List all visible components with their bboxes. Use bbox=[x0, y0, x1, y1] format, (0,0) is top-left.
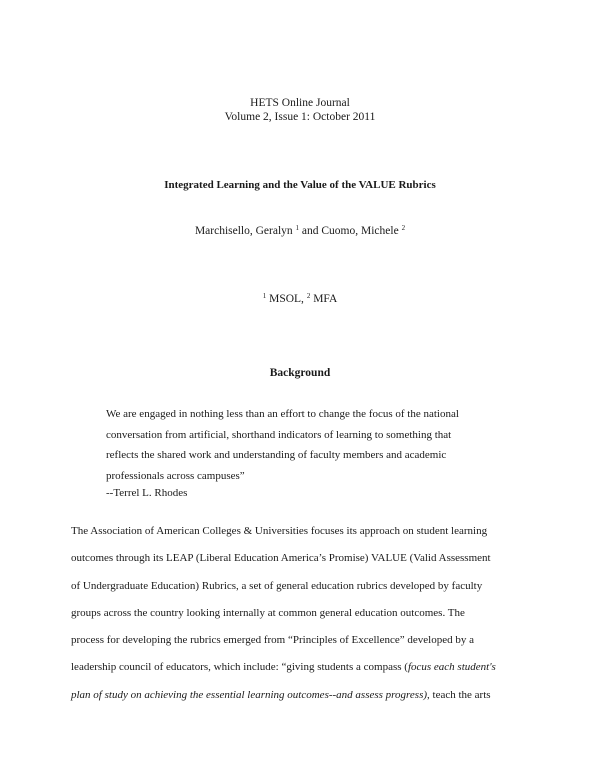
affiliation-line bbox=[0, 293, 600, 305]
affil-1: MSOL, bbox=[266, 293, 307, 305]
body-italic-segment: plan of study on achieving the essential learning outcomes--and assess progress) bbox=[71, 688, 428, 701]
body-line: of Undergraduate Education) Rubrics, a set of general education rubrics developed by faculty bbox=[71, 579, 483, 592]
author-1: Marchisello, Geralyn bbox=[194, 225, 293, 237]
body-line: groups across the country looking internally at common general education outcomes. The bbox=[71, 606, 465, 619]
body-text-segment: , teach the arts bbox=[427, 688, 491, 701]
author-1-sup: 1 bbox=[295, 224, 300, 232]
author-2: Cuomo, Michele bbox=[321, 225, 399, 237]
article-title: Integrated Learning and the Value of the VALUE Rubrics bbox=[164, 179, 436, 191]
body-line bbox=[71, 682, 541, 709]
body-text-segment: leadership council of educators, which include: “giving students a compass ( bbox=[71, 661, 408, 674]
body-line: The Association of American Colleges & Universities focuses its approach on student learning bbox=[71, 525, 488, 537]
author-2-sup: 2 bbox=[401, 224, 406, 232]
affil-2: MFA bbox=[310, 293, 338, 305]
affil-1-sup: 1 bbox=[262, 292, 267, 300]
block-quote: We are engaged in nothing less than an effort to change the focus of the national conversation from artificial, shorthand indicators of learning to something that reflects the shared work and understanding of faculty members and academic professionals across campuses” bbox=[106, 408, 459, 482]
body-paragraph bbox=[71, 518, 541, 709]
journal-header bbox=[0, 96, 600, 124]
section-heading: Background bbox=[269, 367, 331, 379]
body-line: outcomes through its LEAP (Liberal Education America’s Promise) VALUE (Valid Assessment bbox=[71, 552, 491, 565]
author-line bbox=[0, 225, 600, 237]
author-separator: and bbox=[299, 225, 322, 237]
quote-attribution: --Terrel L. Rhodes bbox=[106, 487, 188, 499]
body-line: process for developing the rubrics emerged from “Principles of Excellence” developed by a bbox=[71, 634, 474, 647]
affil-2-sup: 2 bbox=[306, 292, 311, 300]
journal-name: HETS Online Journal bbox=[250, 97, 350, 109]
volume-issue: Volume 2, Issue 1: October 2011 bbox=[224, 111, 376, 123]
body-italic-segment: focus each student's bbox=[407, 661, 496, 674]
body-line bbox=[71, 654, 541, 681]
